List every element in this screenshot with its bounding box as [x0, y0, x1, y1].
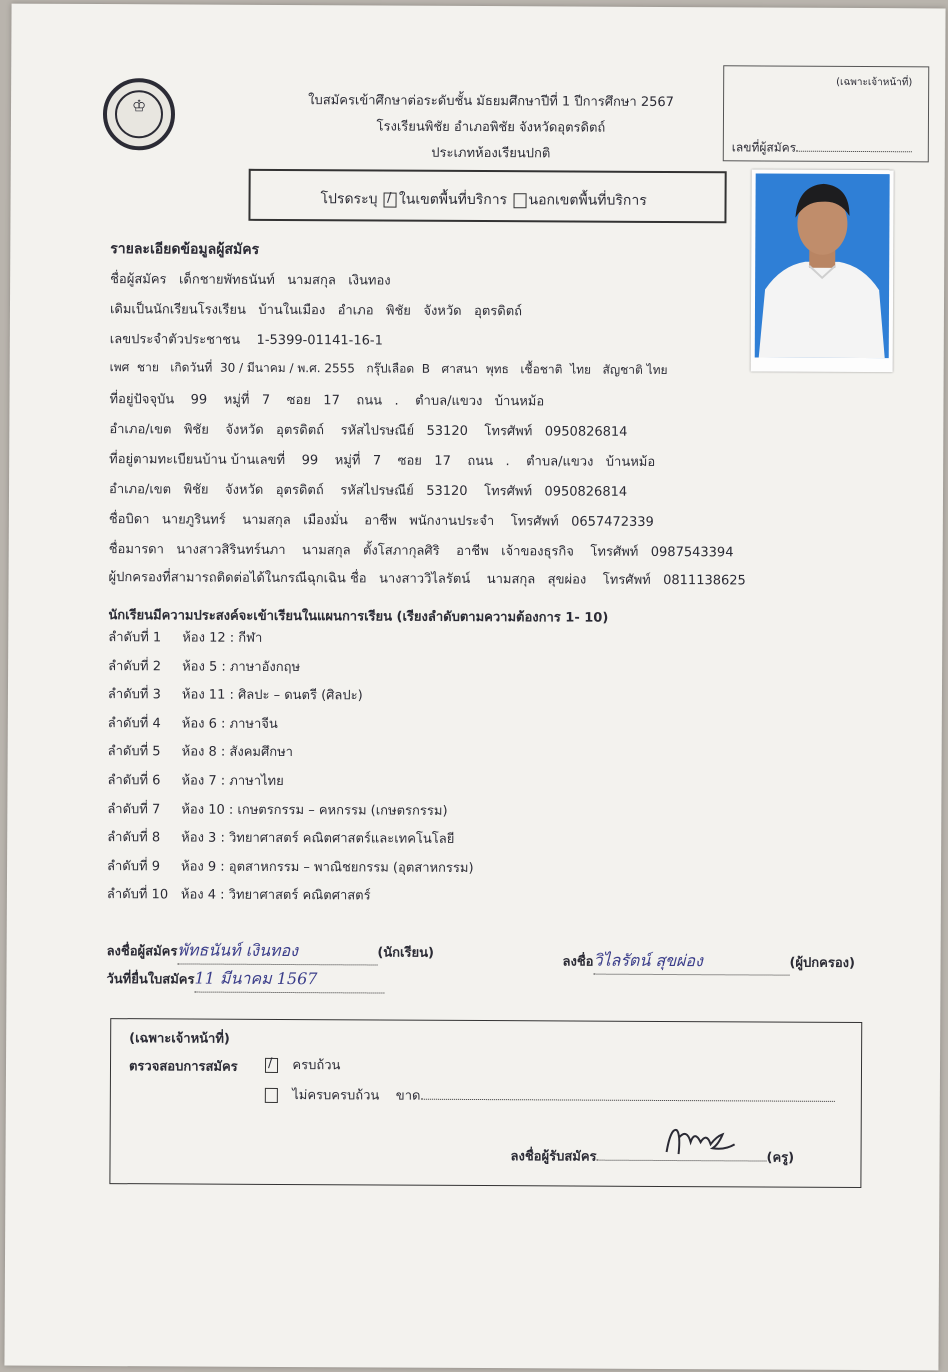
- application-form: [4, 4, 945, 1371]
- office-note: (เฉพาะเจ้าหน้าที่): [836, 76, 913, 89]
- preference-room: ห้อง 9 : อุตสาหกรรม – พาณิชยกรรม (อุตสาหกรรม): [181, 859, 474, 876]
- preference-rank: ลำดับที่ 10: [106, 887, 169, 903]
- guardian-row: ผู้ปกครองที่สามารถติดต่อได้ในกรณีฉุกเฉิน ชื่อ นางสาววิไลรัตน์ นามสกุล สุขผ่อง โทรศัพท์ 0811138625: [108, 570, 746, 589]
- preference-row: [107, 855, 474, 878]
- preference-row: [107, 826, 454, 849]
- incomplete-checkbox[interactable]: [265, 1088, 278, 1103]
- current-address-row-2: อำเภอ/เขต พิชัย จังหวัด อุตรดิตถ์ รหัสไปรษณีย์ 53120 โทรศัพท์ 0950826814: [109, 422, 628, 440]
- registered-address-row-2: อำเภอ/เขต พิชัย จังหวัด อุตรดิตถ์ รหัสไปรษณีย์ 53120 โทรศัพท์ 0950826814: [108, 482, 628, 500]
- inside-area-label: ในเขตพื้นที่บริการ: [398, 191, 508, 209]
- applicant-signature: พัทธนันท์ เงินทอง: [177, 938, 377, 965]
- former-school-row: เดิมเป็นนักเรียนโรงเรียน บ้านในเมือง อำเภอ พิชัย จังหวัด อุตรดิตถ์: [109, 302, 523, 320]
- date-of-birth: 30 / มีนาคม / พ.ศ. 2555: [219, 360, 355, 376]
- former-school: บ้านในเมือง: [258, 302, 326, 319]
- preference-room: ห้อง 12 : กีฬา: [182, 630, 263, 646]
- preference-room: ห้อง 3 : วิทยาศาสตร์ คณิตศาสตร์และเทคโนโลยี: [181, 830, 455, 848]
- preference-room: ห้อง 5 : ภาษาอังกฤษ: [182, 659, 301, 675]
- outside-area-label: นอกเขตพื้นที่บริการ: [528, 192, 647, 209]
- form-title: ใบสมัครเข้าศึกษาต่อระดับชั้น มัธยมศึกษาปีที่ 1 ปีการศึกษา 2567: [308, 93, 675, 111]
- current-address-row-1: ที่อยู่ปัจจุบัน 99 หมู่ที่ 7 ซอย 17 ถนน . ตำบล/แขวง บ้านหม้อ: [109, 392, 545, 410]
- applicant-section-title: รายละเอียดข้อมูลผู้สมัคร: [110, 241, 260, 258]
- personal-info-row: เพศ ชาย เกิดวันที่ 30 / มีนาคม / พ.ศ. 2555 กรุ๊ปเลือด B ศาสนา พุทธ เชื้อชาติ ไทย สัญชาติ ไทย: [109, 360, 668, 378]
- preference-rank: ลำดับที่ 9: [107, 858, 161, 875]
- applicant-photo: [751, 169, 894, 372]
- receiver-signature-scribble: [661, 1124, 741, 1158]
- preference-rank: ลำดับที่ 5: [107, 744, 161, 760]
- preference-rank: ลำดับที่ 4: [107, 715, 161, 732]
- registered-address-row-1: ที่อยู่ตามทะเบียนบ้าน บ้านเลขที่ 99 หมู่ที่ 7 ซอย 17 ถนน . ตำบล/แขวง บ้านหม้อ: [109, 452, 656, 470]
- outside-area-checkbox[interactable]: [514, 193, 527, 208]
- guardian-signature-row: ลงชื่อวิไลรัตน์ สุขผ่อง (ผู้ปกครอง): [562, 948, 855, 976]
- applicant-name: เด็กชายพัทธนันท์: [178, 272, 275, 288]
- preference-rank: ลำดับที่ 3: [107, 687, 161, 703]
- check-label: ตรวจสอบการสมัคร: [128, 1059, 238, 1075]
- preference-room: ห้อง 10 : เกษตรกรรม – คหกรรม (เกษตรกรรม): [181, 802, 448, 819]
- preference-row: [108, 740, 293, 762]
- preference-rank: ลำดับที่ 2: [108, 658, 162, 674]
- preference-room: ห้อง 4 : วิทยาศาสตร์ คณิตศาสตร์: [180, 887, 371, 904]
- mother-row: ชื่อมารดา นางสาวสิรินทร์นภา นามสกุล ตั้งโสภากุลศิริ อาชีพ เจ้าของธุรกิจ โทรศัพท์ 0987543394: [108, 542, 734, 561]
- complete-option: / ครบถ้วน: [263, 1054, 341, 1075]
- preference-rank: ลำดับที่ 1: [108, 630, 162, 646]
- preference-room: ห้อง 8 : สังคมศึกษา: [181, 744, 294, 761]
- receiver-signature[interactable]: [597, 1160, 767, 1162]
- preference-row: [107, 769, 283, 791]
- complete-checkbox[interactable]: [265, 1058, 278, 1073]
- school-seal-logo: ♔: [103, 78, 175, 150]
- citizen-id-row: เลขประจำตัวประชาชน 1-5399-01141-16-1: [109, 332, 383, 349]
- preference-rank: ลำดับที่ 7: [107, 801, 161, 817]
- father-row: ชื่อบิดา นายภูรินทร์ นามสกุล เมืองมั่น อาชีพ พนักงานประจำ โทรศัพท์ 0657472339: [108, 512, 654, 530]
- office-use-box: [723, 65, 929, 162]
- preference-row: [108, 712, 278, 734]
- preference-room: ห้อง 7 : ภาษาไทย: [181, 773, 284, 789]
- guardian-signature: วิไลรัตน์ สุขผ่อง: [593, 949, 789, 976]
- service-area-box: [248, 169, 726, 224]
- preference-row: [108, 655, 300, 677]
- receiver-signature-row: ลงชื่อผู้รับสมัคร (ครู): [510, 1145, 794, 1167]
- incomplete-option: ไม่ครบครบถ้วน ขาด: [263, 1084, 835, 1108]
- student-portrait-image: [751, 169, 894, 372]
- staff-note: (เฉพาะเจ้าหน้าที่): [129, 1031, 230, 1047]
- class-type-line: ประเภทห้องเรียนปกติ: [431, 145, 551, 162]
- applicant-no-field[interactable]: เลขที่ผู้สมัคร: [732, 138, 912, 158]
- preferences-title: นักเรียนมีความประสงค์จะเข้าเรียนในแผนการเรียน (เรียงลำดับตามความต้องการ 1- 10): [108, 608, 609, 626]
- preference-rank: ลำดับที่ 8: [107, 830, 161, 846]
- applicant-surname: เงินทอง: [348, 273, 391, 289]
- submit-date-row: วันที่ยื่นใบสมัคร11 มีนาคม 1567: [106, 966, 384, 993]
- preference-room: ห้อง 6 : ภาษาจีน: [181, 716, 278, 732]
- staff-use-box: [109, 1018, 862, 1188]
- preference-rank: ลำดับที่ 6: [107, 773, 161, 789]
- school-line: โรงเรียนพิชัย อำเภอพิชัย จังหวัดอุตรดิตถ์: [376, 119, 606, 136]
- applicant-signature-row: ลงชื่อผู้สมัครพัทธนันท์ เงินทอง (นักเรียน): [107, 938, 434, 966]
- preference-row: [107, 798, 447, 821]
- preference-row: [107, 883, 371, 905]
- name-row: ชื่อผู้สมัคร เด็กชายพัทธนันท์ นามสกุล เงินทอง: [110, 272, 391, 289]
- submit-date: 11 มีนาคม 1567: [194, 967, 384, 994]
- area-prompt: โปรดระบุ: [320, 191, 378, 208]
- inside-area-checkbox[interactable]: [384, 192, 397, 207]
- preference-row: [108, 683, 363, 705]
- missing-field[interactable]: [420, 1099, 834, 1102]
- citizen-id: 1-5399-01141-16-1: [256, 332, 383, 349]
- preference-room: ห้อง 11 : ศิลปะ – ดนตรี (ศิลปะ): [181, 687, 363, 704]
- preference-row: [108, 626, 262, 648]
